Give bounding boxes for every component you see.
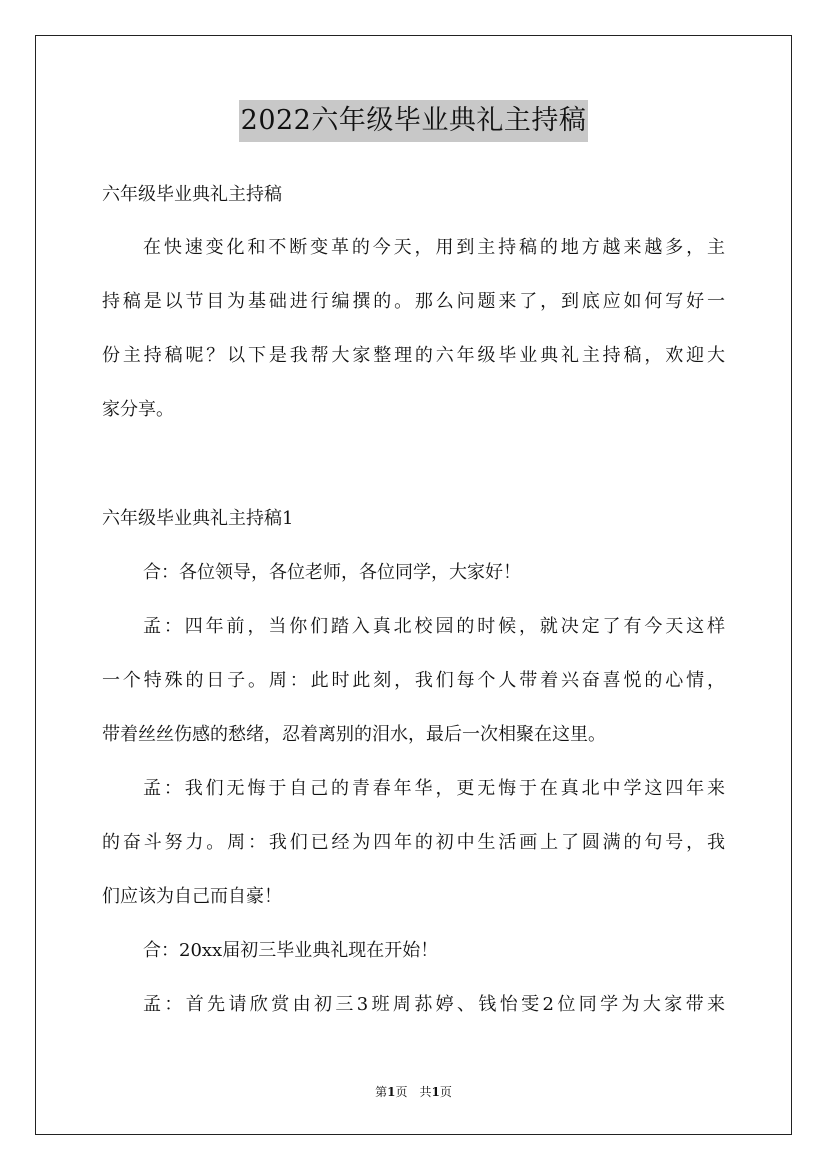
- paragraph-line: 持稿是以节目为基础进行编撰的。那么问题来了，到底应如何写好一: [102, 291, 725, 312]
- paragraph-line: 带着丝丝伤感的愁绪，忍着离别的泪水，最后一次相聚在这里。: [102, 724, 606, 745]
- footer-label-mid: 页 共: [395, 1085, 432, 1099]
- paragraph-line: 孟：我们无悔于自己的青春年华，更无悔于在真北中学这四年来: [143, 778, 725, 799]
- section-heading: 六年级毕业典礼主持稿1: [102, 508, 294, 529]
- paragraph-line: 的奋斗努力。周：我们已经为四年的初中生活画上了圆满的句号，我: [102, 832, 725, 853]
- footer-page-total: 1: [431, 1085, 440, 1099]
- paragraph-line: 合：各位领导，各位老师，各位同学，大家好！: [143, 562, 521, 583]
- footer-label-pre: 第: [375, 1085, 388, 1099]
- section-heading: 六年级毕业典礼主持稿: [102, 184, 282, 205]
- paragraph-line: 合：20xx届初三毕业典礼现在开始！: [143, 940, 439, 961]
- paragraph-line: 家分享。: [102, 399, 174, 420]
- footer-page-current: 1: [387, 1085, 396, 1099]
- paragraph-line: 们应该为自己而自豪！: [102, 886, 282, 907]
- paragraph-line: 在快速变化和不断变革的今天，用到主持稿的地方越来越多，主: [143, 237, 725, 258]
- document-title: 2022六年级毕业典礼主持稿: [239, 100, 589, 142]
- paragraph-line: 孟：首先请欣赏由初三3班周荪婷、钱怡雯2位同学为大家带来: [143, 994, 725, 1015]
- paragraph-line: 孟：四年前，当你们踏入真北校园的时候，就决定了有今天这样: [143, 616, 725, 637]
- paragraph-line: 份主持稿呢？以下是我帮大家整理的六年级毕业典礼主持稿，欢迎大: [102, 345, 725, 366]
- title-container: [0, 100, 827, 142]
- page-footer: [0, 1084, 827, 1100]
- paragraph-line: 一个特殊的日子。周：此时此刻，我们每个人带着兴奋喜悦的心情，: [102, 670, 725, 691]
- footer-label-post: 页: [439, 1085, 452, 1099]
